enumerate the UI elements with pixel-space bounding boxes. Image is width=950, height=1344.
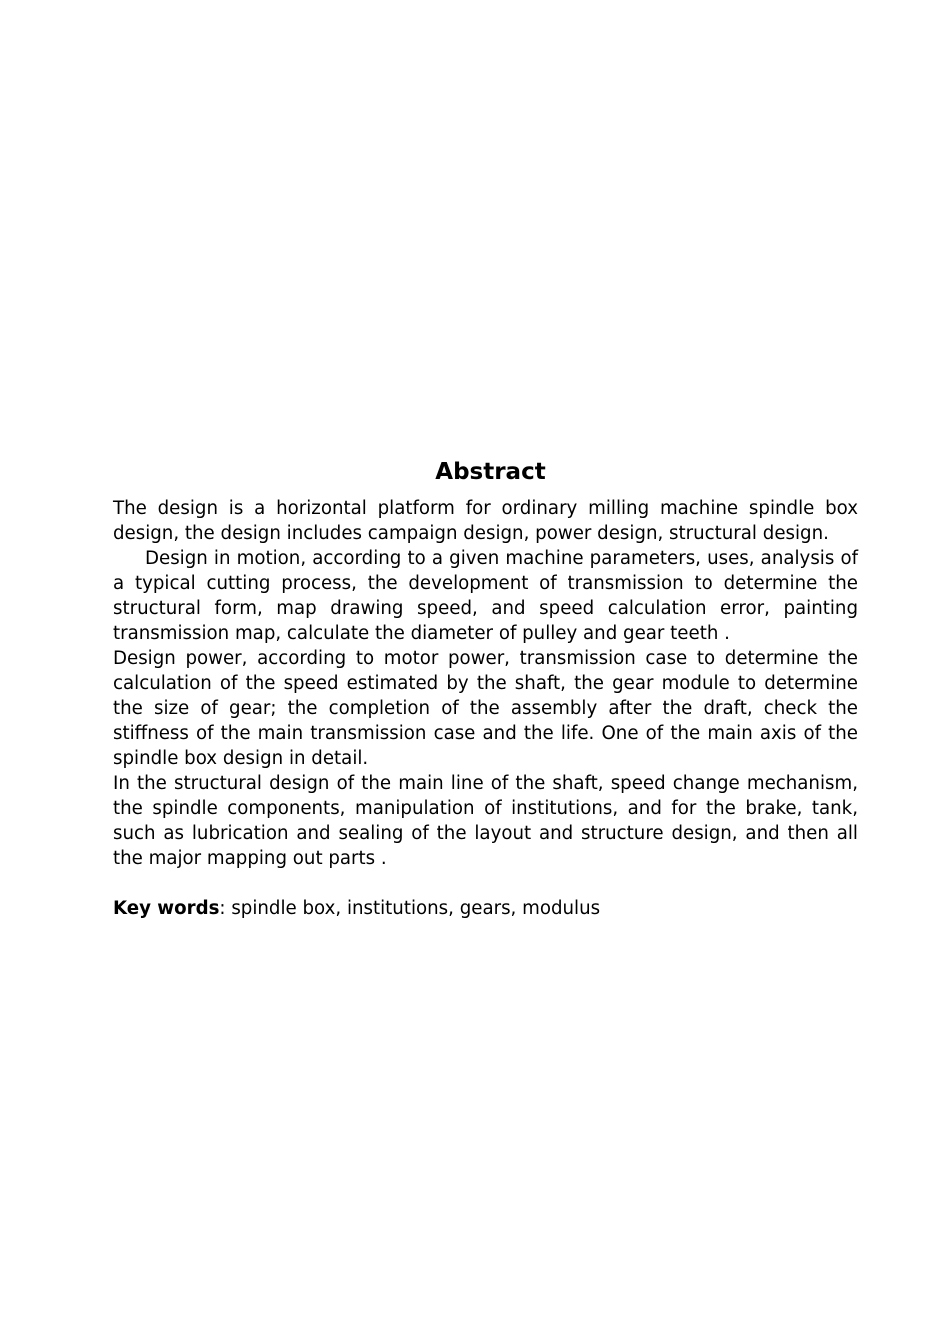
keywords-line xyxy=(113,896,858,921)
abstract-paragraph-2: Design in motion, according to a given machine parameters, uses, analysis of a typical cutting process, the development of transmission to determine the structural form, map drawing speed, and speed calculation error, painting transmission map, calculate the diameter of pulley and gear teeth . xyxy=(113,548,858,644)
keywords-text: : spindle box, institutions, gears, modulus xyxy=(219,898,601,919)
abstract-paragraph-1: The design is a horizontal platform for ordinary milling machine spindle box design, the design includes campaign design, power design, structural design. xyxy=(113,498,858,544)
keywords-label: Key words xyxy=(113,898,220,919)
page-title: Abstract xyxy=(435,459,546,485)
abstract-section xyxy=(113,456,858,921)
abstract-paragraph-3: Design power, according to motor power, transmission case to determine the calculation of the speed estimated by the shaft, the gear module to determine the size of gear; the completion of the assembly after the draft, check the stiffness of the main transmission case and the life. One of the main axis of the spindle box design in detail. xyxy=(113,648,858,769)
abstract-paragraph-4: In the structural design of the main line of the shaft, speed change mechanism, the spindle components, manipulation of institutions, and for the brake, tank, such as lubrication and sealing of the layout and structure design, and then all the major mapping out parts . xyxy=(113,773,858,869)
